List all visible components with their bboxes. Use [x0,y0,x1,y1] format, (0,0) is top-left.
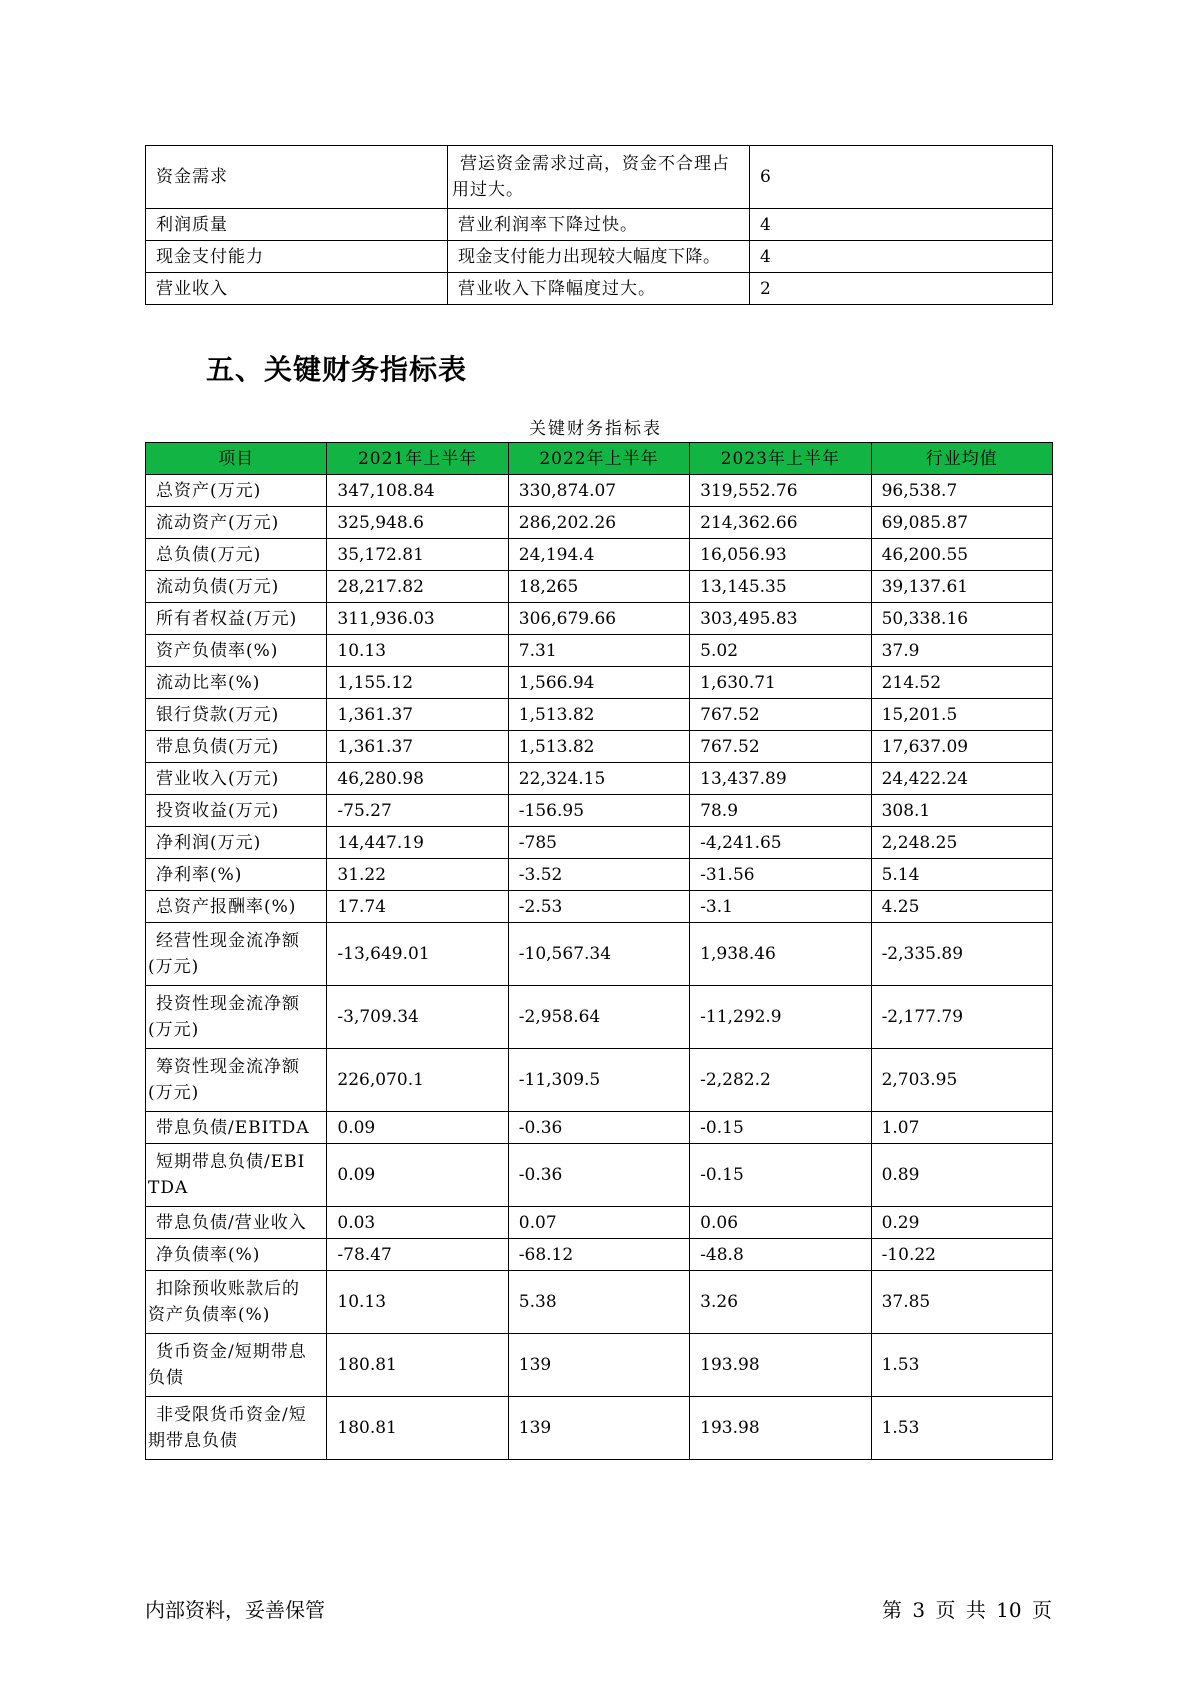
indicator-value: 28,217.82 [327,571,508,603]
table-row [146,827,1053,859]
indicator-value: 767.52 [690,731,871,763]
column-header: 2022年上半年 [508,443,689,475]
indicator-label: 短期带息负债/EBITDA [146,1144,327,1207]
indicator-value: 5.38 [508,1271,689,1334]
indicator-label: 总负债(万元) [146,539,327,571]
table-row [146,241,1053,273]
indicator-value: -3,709.34 [327,986,508,1049]
indicator-value: 16,056.93 [690,539,871,571]
table-caption: 关键财务指标表 [529,419,662,439]
indicator-value: -11,309.5 [508,1049,689,1112]
indicator-value: 4.25 [871,891,1052,923]
indicator-value: 13,145.35 [690,571,871,603]
indicator-value: 0.09 [327,1144,508,1207]
indicator-label: 总资产报酬率(%) [146,891,327,923]
column-header: 2023年上半年 [690,443,871,475]
indicator-value: -0.36 [508,1112,689,1144]
indicator-value: -0.15 [690,1144,871,1207]
indicator-value: 24,194.4 [508,539,689,571]
indicator-value: -2,335.89 [871,923,1052,986]
indicator-value: -10,567.34 [508,923,689,986]
risk-description: 营业利润率下降过快。 [448,209,750,241]
indicator-value: -0.15 [690,1112,871,1144]
table-row [146,1397,1053,1460]
risk-score: 4 [750,241,1053,273]
indicator-label: 总资产(万元) [146,475,327,507]
indicator-value: -785 [508,827,689,859]
risk-score: 4 [750,209,1053,241]
risk-description: 营业收入下降幅度过大。 [448,273,750,305]
table-row [146,859,1053,891]
indicator-value: 0.29 [871,1207,1052,1239]
risk-score: 6 [750,146,1053,209]
table-row [146,891,1053,923]
indicator-value: -2,177.79 [871,986,1052,1049]
indicator-label: 带息负债(万元) [146,731,327,763]
indicator-value: 1,513.82 [508,731,689,763]
table-row [146,731,1053,763]
indicator-value: 319,552.76 [690,475,871,507]
indicator-value: 139 [508,1397,689,1460]
indicator-value: 10.13 [327,1271,508,1334]
indicator-label: 货币资金/短期带息负债 [146,1334,327,1397]
indicator-label: 资产负债率(%) [146,635,327,667]
indicator-label: 所有者权益(万元) [146,603,327,635]
column-header: 项目 [146,443,327,475]
indicator-value: 24,422.24 [871,763,1052,795]
indicator-value: 347,108.84 [327,475,508,507]
indicator-value: 22,324.15 [508,763,689,795]
indicator-label: 流动比率(%) [146,667,327,699]
indicator-value: 0.07 [508,1207,689,1239]
indicator-value: 180.81 [327,1334,508,1397]
risk-description: 营运资金需求过高，资金不合理占用过大。 [448,146,750,209]
indicator-label: 带息负债/EBITDA [146,1112,327,1144]
indicator-value: 193.98 [690,1334,871,1397]
indicator-value: 1,155.12 [327,667,508,699]
risk-score-table [145,145,1053,305]
table-row [146,507,1053,539]
risk-score: 2 [750,273,1053,305]
table-row [146,1049,1053,1112]
indicator-value: 1,630.71 [690,667,871,699]
table-row [146,1334,1053,1397]
section-heading: 五、关键财务指标表 [206,353,468,386]
risk-item: 资金需求 [146,146,448,209]
indicator-value: -0.36 [508,1144,689,1207]
indicator-value: 311,936.03 [327,603,508,635]
indicator-label: 净利率(%) [146,859,327,891]
table-row [146,667,1053,699]
table-row [146,209,1053,241]
indicator-label: 经营性现金流净额(万元) [146,923,327,986]
indicator-value: 37.9 [871,635,1052,667]
indicator-value: 286,202.26 [508,507,689,539]
indicator-value: 180.81 [327,1397,508,1460]
indicator-value: 78.9 [690,795,871,827]
indicator-value: -10.22 [871,1239,1052,1271]
indicator-value: 1,513.82 [508,699,689,731]
indicator-label: 净负债率(%) [146,1239,327,1271]
indicator-value: 303,495.83 [690,603,871,635]
table-row [146,635,1053,667]
indicator-value: 35,172.81 [327,539,508,571]
table-row [146,795,1053,827]
indicator-label: 带息负债/营业收入 [146,1207,327,1239]
indicator-value: -2.53 [508,891,689,923]
risk-item: 营业收入 [146,273,448,305]
table-row [146,273,1053,305]
confidentiality-notice: 内部资料，妥善保管 [145,1598,325,1622]
indicator-value: 46,200.55 [871,539,1052,571]
indicator-value: 226,070.1 [327,1049,508,1112]
risk-item: 利润质量 [146,209,448,241]
indicator-value: 46,280.98 [327,763,508,795]
indicator-label: 银行贷款(万元) [146,699,327,731]
page-number: 第 3 页 共 10 页 [882,1598,1052,1622]
table-row [146,1239,1053,1271]
indicator-value: 1.07 [871,1112,1052,1144]
indicator-value: 96,538.7 [871,475,1052,507]
indicator-value: 0.03 [327,1207,508,1239]
indicator-value: -13,649.01 [327,923,508,986]
indicator-label: 投资性现金流净额(万元) [146,986,327,1049]
table-row [146,1112,1053,1144]
indicator-label: 流动负债(万元) [146,571,327,603]
indicator-value: -78.47 [327,1239,508,1271]
table-row [146,1144,1053,1207]
indicator-value: -156.95 [508,795,689,827]
indicator-value: 14,447.19 [327,827,508,859]
indicator-value: 1,938.46 [690,923,871,986]
table-row [146,699,1053,731]
table-row [146,603,1053,635]
indicator-value: 1.53 [871,1334,1052,1397]
indicator-value: 37.85 [871,1271,1052,1334]
indicator-value: 1,361.37 [327,699,508,731]
indicator-value: 7.31 [508,635,689,667]
indicator-value: 306,679.66 [508,603,689,635]
indicator-value: -11,292.9 [690,986,871,1049]
table-row [146,923,1053,986]
indicator-label: 流动资产(万元) [146,507,327,539]
indicator-value: 17.74 [327,891,508,923]
indicator-label: 筹资性现金流净额(万元) [146,1049,327,1112]
table-row [146,539,1053,571]
indicator-value: -3.52 [508,859,689,891]
indicator-value: -3.1 [690,891,871,923]
indicator-label: 净利润(万元) [146,827,327,859]
indicator-value: 13,437.89 [690,763,871,795]
indicator-label: 投资收益(万元) [146,795,327,827]
indicator-value: -2,958.64 [508,986,689,1049]
indicator-value: 5.14 [871,859,1052,891]
indicator-value: 1.53 [871,1397,1052,1460]
indicator-value: -75.27 [327,795,508,827]
indicator-value: 15,201.5 [871,699,1052,731]
column-header: 2021年上半年 [327,443,508,475]
table-row [146,475,1053,507]
table-row [146,571,1053,603]
table-row [146,1271,1053,1334]
indicator-value: 139 [508,1334,689,1397]
risk-item: 现金支付能力 [146,241,448,273]
indicator-value: 330,874.07 [508,475,689,507]
table-header-row [146,443,1053,475]
indicator-value: 18,265 [508,571,689,603]
indicator-value: 1,361.37 [327,731,508,763]
indicator-value: 308.1 [871,795,1052,827]
table-row [146,763,1053,795]
table-row [146,1207,1053,1239]
indicator-value: -4,241.65 [690,827,871,859]
column-header: 行业均值 [871,443,1052,475]
indicator-value: 31.22 [327,859,508,891]
indicator-label: 营业收入(万元) [146,763,327,795]
indicator-value: 214,362.66 [690,507,871,539]
table-row [146,146,1053,209]
indicator-value: 3.26 [690,1271,871,1334]
indicator-value: 325,948.6 [327,507,508,539]
indicator-value: 69,085.87 [871,507,1052,539]
indicator-value: 17,637.09 [871,731,1052,763]
key-financial-indicators-table [145,442,1053,1460]
table-row [146,986,1053,1049]
indicator-label: 扣除预收账款后的资产负债率(%) [146,1271,327,1334]
risk-description: 现金支付能力出现较大幅度下降。 [448,241,750,273]
indicator-value: 2,703.95 [871,1049,1052,1112]
indicator-value: 39,137.61 [871,571,1052,603]
indicator-value: 2,248.25 [871,827,1052,859]
indicator-value: 0.09 [327,1112,508,1144]
indicator-value: 214.52 [871,667,1052,699]
indicator-value: 193.98 [690,1397,871,1460]
indicator-value: -68.12 [508,1239,689,1271]
indicator-value: -48.8 [690,1239,871,1271]
indicator-label: 非受限货币资金/短期带息负债 [146,1397,327,1460]
indicator-value: 0.06 [690,1207,871,1239]
indicator-value: 1,566.94 [508,667,689,699]
indicator-value: 5.02 [690,635,871,667]
indicator-value: -2,282.2 [690,1049,871,1112]
indicator-value: 10.13 [327,635,508,667]
indicator-value: 50,338.16 [871,603,1052,635]
indicator-value: 767.52 [690,699,871,731]
indicator-value: -31.56 [690,859,871,891]
indicator-value: 0.89 [871,1144,1052,1207]
